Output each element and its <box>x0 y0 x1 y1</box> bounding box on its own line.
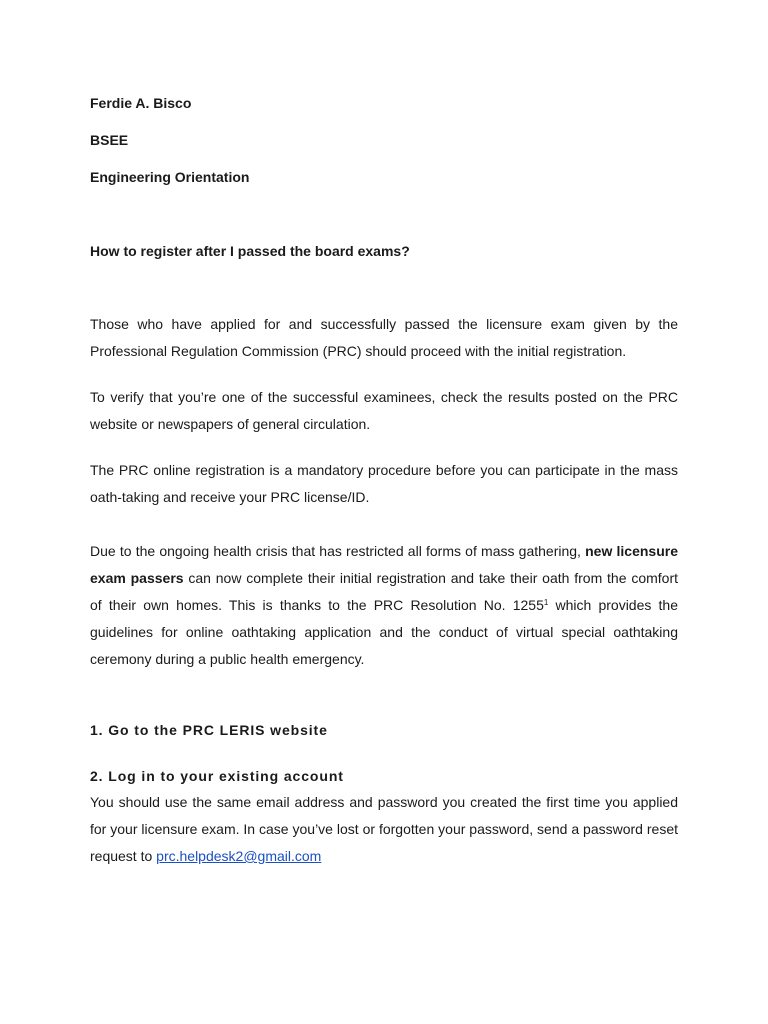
health-crisis-text-3: which provides the guidelines for online oathtaking application and the conduct of virtual special oathtaking ceremony during a public health emergency. <box>90 597 679 667</box>
helpdesk-email-link[interactable]: prc.helpdesk2@gmail.com <box>156 848 322 864</box>
new-passers-emphasis: new licensure exam passers <box>90 543 678 586</box>
health-crisis-text-2: can now complete their initial registration and take their oath from the comfort of their own homes. This is thanks to the PRC Resolution No. 1255 <box>90 570 678 613</box>
step-2-text: You should use the same email address and password you created the first time you applied for your licensure exam. In case you’ve lost or forgotten your password, send a password reset request to <box>90 794 678 864</box>
paragraph-health-crisis <box>90 538 678 673</box>
step-2-heading: 2. Log in to your existing account <box>90 768 344 784</box>
author-name: Ferdie A. Bisco <box>90 95 192 111</box>
step-1-heading: 1. Go to the PRC LERIS website <box>90 722 328 738</box>
question-heading: How to register after I passed the board exams? <box>90 243 410 259</box>
paragraph-verify: To verify that you’re one of the successful examinees, check the results posted on the PRC website or newspapers of general circulation. <box>90 389 678 432</box>
course-label: BSEE <box>90 132 129 148</box>
subject-label: Engineering Orientation <box>90 169 250 185</box>
paragraph-step-2 <box>90 789 678 870</box>
paragraph-mandatory: The PRC online registration is a mandatory procedure before you can participate in the mass oath-taking and receive your PRC license/ID. <box>90 462 678 505</box>
health-crisis-text-1: Due to the ongoing health crisis that has restricted all forms of mass gathering, <box>90 543 586 559</box>
paragraph-intro: Those who have applied for and successfully passed the licensure exam given by the Professional Regulation Commission (PRC) should proceed with the initial registration. <box>90 316 678 359</box>
footnote-marker[interactable]: 1 <box>543 598 549 607</box>
